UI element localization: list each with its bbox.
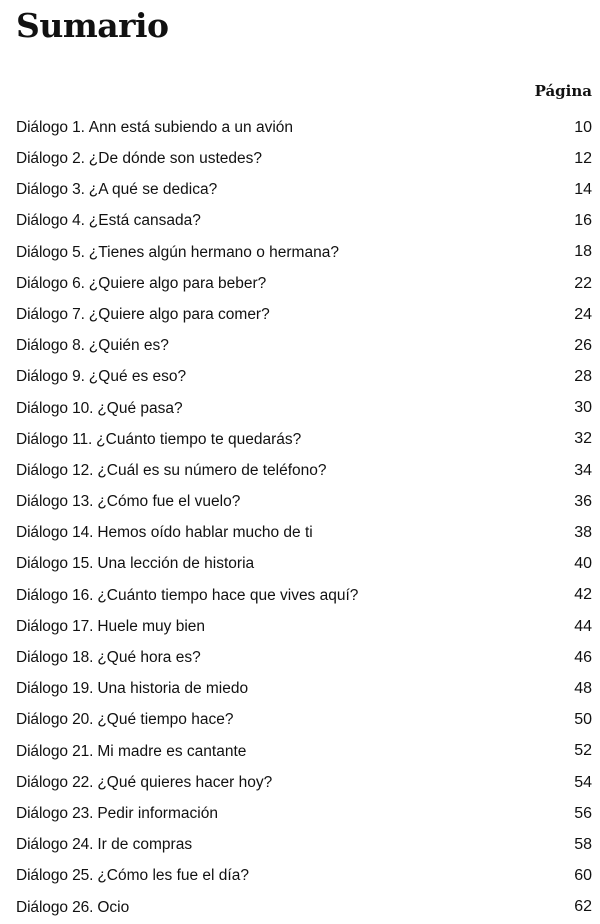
page-number: 26 bbox=[574, 336, 592, 354]
dialog-number: Diálogo 9. bbox=[16, 368, 85, 386]
dialog-number: Diálogo 12. bbox=[16, 461, 94, 479]
dialog-number: Diálogo 16. bbox=[16, 586, 94, 604]
toc-entry-text bbox=[16, 494, 240, 510]
page-number: 22 bbox=[574, 274, 592, 292]
dialog-title: Ann está subiendo a un avión bbox=[88, 118, 294, 136]
page-number: 46 bbox=[574, 648, 592, 666]
toc-entry bbox=[16, 299, 592, 330]
toc-entry-text bbox=[16, 900, 129, 916]
dialog-number: Diálogo 8. bbox=[16, 337, 85, 355]
dialog-title: ¿Quiere algo para comer? bbox=[88, 305, 270, 323]
toc-entry-text bbox=[16, 619, 205, 635]
toc-entry bbox=[16, 861, 592, 892]
dialog-title: ¿Quiere algo para beber? bbox=[88, 274, 267, 292]
page-number: 34 bbox=[574, 461, 592, 479]
dialog-number: Diálogo 2. bbox=[16, 150, 85, 168]
toc-entry-text bbox=[16, 401, 183, 417]
toc-entry bbox=[16, 611, 592, 642]
toc-entry bbox=[16, 705, 592, 736]
toc-entry bbox=[16, 798, 592, 829]
dialog-title: Mi madre es cantante bbox=[97, 742, 247, 760]
dialog-title: Pedir información bbox=[97, 804, 218, 822]
dialog-number: Diálogo 20. bbox=[16, 711, 94, 729]
dialog-title: ¿Qué hora es? bbox=[97, 649, 201, 667]
toc-entry bbox=[16, 174, 592, 205]
toc-entry bbox=[16, 455, 592, 486]
dialog-title: Huele muy bien bbox=[97, 617, 206, 635]
dialog-number: Diálogo 7. bbox=[16, 305, 85, 323]
toc-entry bbox=[16, 143, 592, 174]
toc-entry bbox=[16, 393, 592, 424]
toc-entry bbox=[16, 206, 592, 237]
dialog-title: ¿Qué tiempo hace? bbox=[97, 711, 234, 729]
dialog-number: Diálogo 17. bbox=[16, 617, 94, 635]
dialog-number: Diálogo 15. bbox=[16, 555, 94, 573]
dialog-number: Diálogo 23. bbox=[16, 804, 94, 822]
toc-entry-text bbox=[16, 182, 217, 198]
toc-entry bbox=[16, 424, 592, 455]
dialog-title: Una historia de miedo bbox=[97, 680, 249, 698]
toc-entry-text bbox=[16, 120, 293, 136]
toc-entry-text bbox=[16, 775, 272, 791]
toc-entry bbox=[16, 642, 592, 673]
page-number: 42 bbox=[574, 586, 592, 604]
dialog-number: Diálogo 18. bbox=[16, 649, 94, 667]
toc-entry-text bbox=[16, 650, 201, 666]
toc-entry bbox=[16, 580, 592, 611]
dialog-title: ¿Está cansada? bbox=[88, 212, 201, 230]
dialog-title: Hemos oído hablar mucho de ti bbox=[97, 524, 313, 542]
toc-entry bbox=[16, 486, 592, 517]
dialog-number: Diálogo 19. bbox=[16, 680, 94, 698]
toc-entry bbox=[16, 330, 592, 361]
page-number: 44 bbox=[574, 617, 592, 635]
dialog-title: ¿Cómo les fue el día? bbox=[97, 867, 249, 885]
dialog-title: ¿Cómo fue el vuelo? bbox=[97, 493, 241, 511]
dialog-number: Diálogo 10. bbox=[16, 399, 94, 417]
dialog-number: Diálogo 4. bbox=[16, 212, 85, 230]
toc-entry-text bbox=[16, 837, 192, 853]
toc-entry-text bbox=[16, 463, 327, 479]
toc-entry-text bbox=[16, 744, 246, 760]
dialog-number: Diálogo 24. bbox=[16, 836, 94, 854]
dialog-title: ¿Quién es? bbox=[88, 337, 169, 355]
toc-entry-text bbox=[16, 276, 266, 292]
toc-entry-text bbox=[16, 245, 339, 261]
toc-entry bbox=[16, 517, 592, 548]
dialog-title: Ir de compras bbox=[97, 836, 193, 854]
page-number: 30 bbox=[574, 399, 592, 417]
page-number: 28 bbox=[574, 368, 592, 386]
dialog-title: ¿A qué se dedica? bbox=[88, 181, 218, 199]
toc-entry bbox=[16, 829, 592, 860]
page-number: 24 bbox=[574, 305, 592, 323]
dialog-title: Ocio bbox=[97, 898, 130, 916]
toc-entry-text bbox=[16, 681, 248, 697]
table-of-contents bbox=[16, 112, 592, 923]
dialog-title: ¿Cuánto tiempo hace que vives aquí? bbox=[97, 586, 359, 604]
page-column-header: Página bbox=[534, 82, 592, 100]
dialog-number: Diálogo 11. bbox=[16, 430, 93, 448]
toc-entry-text bbox=[16, 369, 186, 385]
dialog-title: ¿Cuánto tiempo te quedarás? bbox=[96, 430, 302, 448]
toc-entry bbox=[16, 673, 592, 704]
dialog-number: Diálogo 13. bbox=[16, 493, 94, 511]
toc-entry-text bbox=[16, 868, 249, 884]
page-number: 56 bbox=[574, 804, 592, 822]
page-number: 38 bbox=[574, 524, 592, 542]
toc-entry-text bbox=[16, 525, 313, 541]
toc-entry-text bbox=[16, 432, 301, 448]
page-number: 40 bbox=[574, 555, 592, 573]
page-number: 48 bbox=[574, 679, 592, 697]
dialog-title: ¿Cuál es su número de teléfono? bbox=[97, 461, 327, 479]
dialog-title: ¿De dónde son ustedes? bbox=[88, 150, 262, 168]
page-number: 54 bbox=[574, 773, 592, 791]
page-number: 14 bbox=[574, 180, 592, 198]
page-number: 16 bbox=[574, 212, 592, 230]
page-number: 58 bbox=[574, 835, 592, 853]
dialog-number: Diálogo 21. bbox=[16, 742, 94, 760]
page-number: 18 bbox=[574, 243, 592, 261]
toc-entry bbox=[16, 767, 592, 798]
page-number: 50 bbox=[574, 711, 592, 729]
page-number: 36 bbox=[574, 492, 592, 510]
dialog-number: Diálogo 26. bbox=[16, 898, 94, 916]
dialog-number: Diálogo 25. bbox=[16, 867, 94, 885]
page-number: 10 bbox=[574, 118, 592, 136]
dialog-number: Diálogo 3. bbox=[16, 181, 85, 199]
dialog-number: Diálogo 5. bbox=[16, 243, 85, 261]
dialog-title: ¿Tienes algún hermano o hermana? bbox=[88, 243, 339, 261]
page-title: Sumario bbox=[16, 6, 169, 45]
toc-entry bbox=[16, 112, 592, 143]
page-number: 12 bbox=[574, 149, 592, 167]
dialog-number: Diálogo 14. bbox=[16, 524, 94, 542]
dialog-title: ¿Qué pasa? bbox=[97, 399, 183, 417]
page-number: 62 bbox=[574, 898, 592, 916]
page-number: 60 bbox=[574, 867, 592, 885]
dialog-title: ¿Qué quieres hacer hoy? bbox=[97, 773, 273, 791]
toc-entry-text bbox=[16, 712, 233, 728]
toc-entry-text bbox=[16, 307, 270, 323]
dialog-number: Diálogo 1. bbox=[16, 118, 85, 136]
dialog-number: Diálogo 22. bbox=[16, 773, 94, 791]
toc-entry-text bbox=[16, 151, 262, 167]
toc-entry bbox=[16, 736, 592, 767]
toc-entry bbox=[16, 362, 592, 393]
toc-entry-text bbox=[16, 213, 201, 229]
toc-entry-text bbox=[16, 338, 169, 354]
dialog-title: ¿Qué es eso? bbox=[88, 368, 187, 386]
page-number: 52 bbox=[574, 742, 592, 760]
dialog-title: Una lección de historia bbox=[97, 555, 255, 573]
dialog-number: Diálogo 6. bbox=[16, 274, 85, 292]
toc-entry-text bbox=[16, 588, 358, 604]
toc-entry bbox=[16, 237, 592, 268]
toc-entry-text bbox=[16, 556, 254, 572]
toc-entry bbox=[16, 892, 592, 923]
toc-entry bbox=[16, 549, 592, 580]
toc-entry-text bbox=[16, 806, 218, 822]
toc-entry bbox=[16, 268, 592, 299]
page-number: 32 bbox=[574, 430, 592, 448]
